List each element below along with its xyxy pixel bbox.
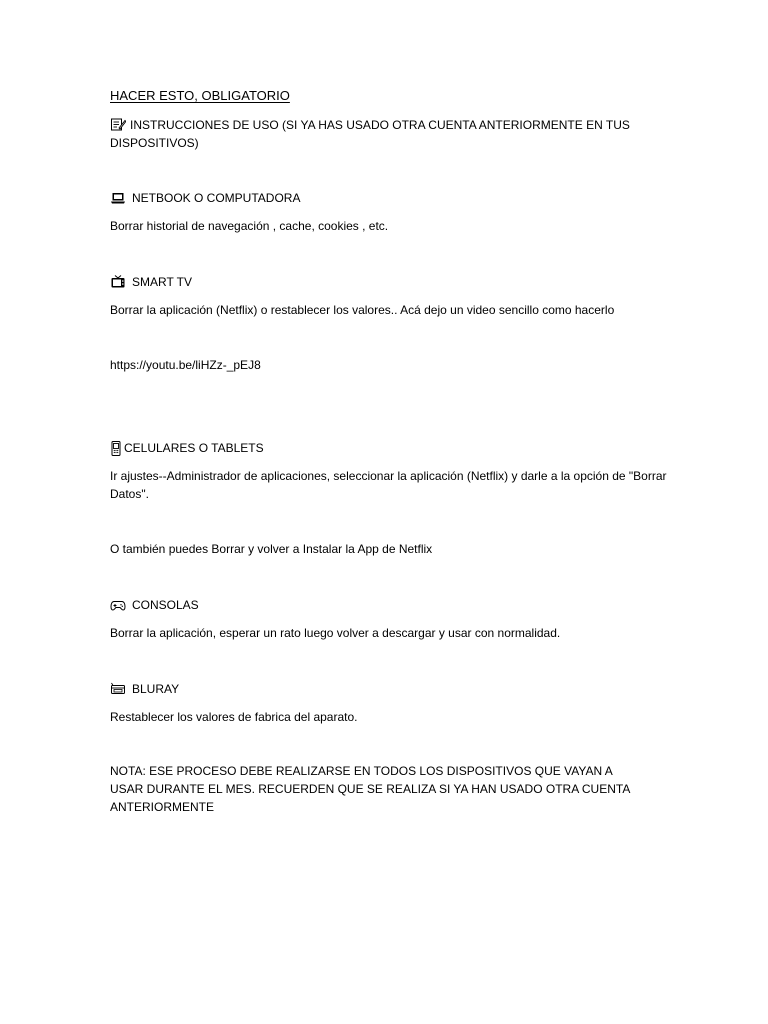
projector-icon xyxy=(110,682,126,696)
section-body-consolas: Borrar la aplicación, esperar un rato luego volver a descargar y usar con normalidad. xyxy=(110,626,561,640)
memo-icon xyxy=(110,117,126,131)
section-body-netbook: Borrar historial de navegación , cache, cookies , etc. xyxy=(110,219,389,233)
youtube-link[interactable]: https://youtu.be/liHZz-_pEJ8 xyxy=(110,358,261,372)
gamepad-icon xyxy=(110,598,126,612)
tv-icon xyxy=(110,275,126,289)
section-body-bluray: Restablecer los valores de fabrica del aparato. xyxy=(110,710,358,724)
section-body-celulares: Ir ajustes--Administrador de aplicaciones, seleccionar la aplicación (Netflix) y darle a la opción de "Borrar Datos". xyxy=(110,469,667,501)
section-heading-smart-tv: SMART TV xyxy=(110,273,670,291)
section-heading-netbook: NETBOOK O COMPUTADORA xyxy=(110,189,670,207)
instructions-paragraph xyxy=(110,116,650,152)
section-body-smart-tv: Borrar la aplicación (Netflix) o restablecer los valores.. Acá dejo un video sencillo como hacerlo xyxy=(110,303,615,317)
note-paragraph: NOTA: ESE PROCESO DEBE REALIZARSE EN TODOS LOS DISPOSITIVOS QUE VAYAN A USAR DURANTE EL MES. RECUERDEN QUE SE REALIZA SI YA HAN USADO OTRA CUENTA ANTERIORMENTE xyxy=(110,764,630,814)
section-heading-celulares: CELULARES O TABLETS xyxy=(110,439,670,457)
instructions-text: INSTRUCCIONES DE USO (SI YA HAS USADO OTRA CUENTA ANTERIORMENTE EN TUS DISPOSITIVOS) xyxy=(110,118,630,150)
phone-icon xyxy=(110,441,122,455)
section-heading-bluray: BLURAY xyxy=(110,680,670,698)
section-heading-consolas: CONSOLAS xyxy=(110,596,670,614)
laptop-icon xyxy=(110,191,126,205)
section-extra-celulares: O también puedes Borrar y volver a Instalar la App de Netflix xyxy=(110,542,433,556)
page-title: HACER ESTO, OBLIGATORIO xyxy=(110,88,290,103)
